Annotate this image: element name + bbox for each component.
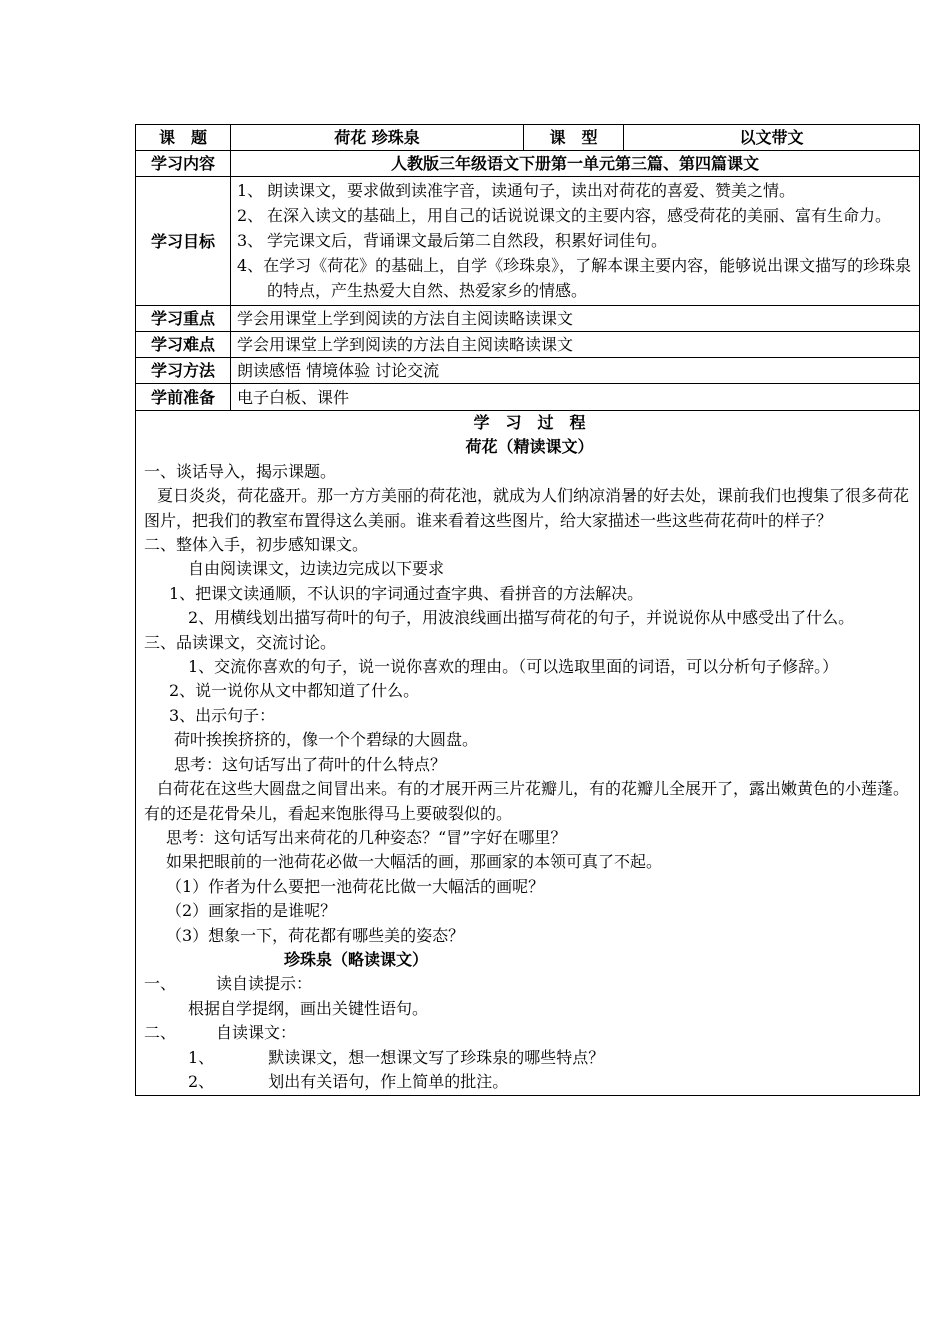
quoted-sentence: 荷叶挨挨挤挤的，像一个个碧绿的大圆盘。 bbox=[174, 730, 479, 750]
lesson2-item bbox=[144, 1046, 915, 1070]
goal-number: 3、 bbox=[237, 231, 264, 250]
lesson1-title: 荷花（精读课文） bbox=[465, 437, 594, 457]
process-title: 学 习 过 程 bbox=[473, 413, 586, 432]
difficult-value: 学会用课堂上学到阅读的方法自主阅读略读课文 bbox=[231, 332, 920, 358]
lesson2-section1-text: 根据自学提纲，画出关键性语句。 bbox=[188, 998, 429, 1018]
topic-value: 荷花 珍珠泉 bbox=[231, 125, 524, 151]
sub-question: （2）画家指的是谁呢？ bbox=[166, 901, 337, 921]
key-row bbox=[136, 306, 920, 332]
process-cell bbox=[136, 411, 920, 1096]
section1-text: 夏日炎炎，荷花盛开。那一方方美丽的荷花池，就成为人们纳凉消暑的好去处，课前我们也搜集了很多荷花图片，把我们的教室布置得这么美丽。谁来看着这些图片，给大家描述一些这些荷花荷叶的样子？ bbox=[144, 486, 910, 530]
goals-label: 学习目标 bbox=[136, 177, 231, 306]
goal-number: 2、 bbox=[237, 206, 264, 225]
lesson-plan-table bbox=[135, 124, 920, 1096]
type-label: 课 型 bbox=[524, 125, 624, 151]
quoted-sentence: 白荷花在这些大圆盘之间冒出来。有的才展开两三片花瓣儿，有的花瓣儿全展开了，露出嫩黄色的小莲蓬。有的还是花骨朵儿，看起来饱胀得马上要破裂似的。 bbox=[144, 779, 910, 823]
content-row bbox=[136, 151, 920, 177]
goal-text: 在深入读文的基础上，用自己的话说说课文的主要内容，感受荷花的美丽、富有生命力。 bbox=[267, 206, 892, 225]
goal-item bbox=[237, 178, 913, 203]
section-number: 一、 bbox=[144, 974, 177, 994]
lesson2-section1 bbox=[144, 972, 915, 996]
process-row bbox=[136, 411, 920, 1096]
quoted-sentence: 如果把眼前的一池荷花必做一大幅活的画，那画家的本领可真了不起。 bbox=[166, 852, 663, 872]
goals-row bbox=[136, 177, 920, 306]
goal-item bbox=[237, 253, 913, 303]
content-label: 学习内容 bbox=[136, 151, 231, 177]
sub-question: （1）作者为什么要把一池荷花比做一大幅活的画呢？ bbox=[166, 876, 545, 896]
method-row bbox=[136, 358, 920, 384]
goals-list bbox=[231, 177, 920, 306]
section3-item: 2、说一说你从文中都知道了什么。 bbox=[169, 681, 420, 701]
sub-question: （3）想象一下，荷花都有哪些美的姿态？ bbox=[166, 925, 465, 945]
key-value: 学会用课堂上学到阅读的方法自主阅读略读课文 bbox=[231, 306, 920, 332]
difficult-label: 学习难点 bbox=[136, 332, 231, 358]
think-question: 思考：这句话写出了荷叶的什么特点？ bbox=[174, 754, 447, 774]
prep-value: 电子白板、课件 bbox=[231, 384, 920, 411]
section-number: 二、 bbox=[144, 1023, 177, 1043]
goal-text: 朗读课文，要求做到读准字音，读通句子，读出对荷花的喜爱、赞美之情。 bbox=[267, 181, 796, 200]
section3-item: 3、出示句子： bbox=[169, 705, 276, 725]
item-number: 1、 bbox=[188, 1047, 215, 1067]
method-value: 朗读感悟 情境体验 讨论交流 bbox=[231, 358, 920, 384]
item-text: 默读课文，想一想课文写了珍珠泉的哪些特点？ bbox=[268, 1047, 605, 1067]
goal-item bbox=[237, 203, 913, 228]
lesson2-section2 bbox=[144, 1021, 915, 1045]
item-number: 2、 bbox=[188, 1071, 215, 1091]
topic-label: 课 题 bbox=[136, 125, 231, 151]
section2-item: 2、用横线划出描写荷叶的句子，用波浪线画出描写荷花的句子，并说说你从中感受出了什么。 bbox=[188, 608, 855, 628]
goal-number: 1、 bbox=[237, 181, 264, 200]
difficult-row bbox=[136, 332, 920, 358]
lesson2-item bbox=[144, 1070, 915, 1094]
method-label: 学习方法 bbox=[136, 358, 231, 384]
item-text: 划出有关语句，作上简单的批注。 bbox=[268, 1071, 509, 1091]
prep-row bbox=[136, 384, 920, 411]
topic-row bbox=[136, 125, 920, 151]
prep-label: 学前准备 bbox=[136, 384, 231, 411]
section-title: 自读课文： bbox=[216, 1023, 297, 1043]
lesson2-title: 珍珠泉（略读课文） bbox=[284, 949, 429, 969]
section3-title: 三、品读课文，交流讨论。 bbox=[144, 632, 337, 652]
goal-text: 学完课文后，背诵课文最后第二自然段，积累好词佳句。 bbox=[267, 231, 668, 250]
type-value: 以文带文 bbox=[624, 125, 920, 151]
section2-title: 二、整体入手，初步感知课文。 bbox=[144, 535, 369, 555]
think-question: 思考：这句话写出来荷花的几种姿态？“冒”字好在哪里？ bbox=[166, 827, 567, 847]
key-label: 学习重点 bbox=[136, 306, 231, 332]
goal-item bbox=[237, 228, 913, 253]
section1-title: 一、谈话导入，揭示课题。 bbox=[144, 461, 337, 481]
section2-intro: 自由阅读课文，边读边完成以下要求 bbox=[188, 559, 445, 579]
goal-text: 4、在学习《荷花》的基础上，自学《珍珠泉》，了解本课主要内容，能够说出课文描写的珍珠泉的特点，产生热爱大自然、热爱家乡的情感。 bbox=[237, 256, 912, 300]
section3-item: 1、交流你喜欢的句子，说一说你喜欢的理由。（可以选取里面的词语，可以分析句子修辞。） bbox=[188, 657, 839, 677]
section2-item: 1、把课文读通顺，不认识的字词通过查字典、看拼音的方法解决。 bbox=[169, 583, 644, 603]
content-value: 人教版三年级语文下册第一单元第三篇、第四篇课文 bbox=[231, 151, 920, 177]
section-title: 读自读提示： bbox=[216, 974, 313, 994]
